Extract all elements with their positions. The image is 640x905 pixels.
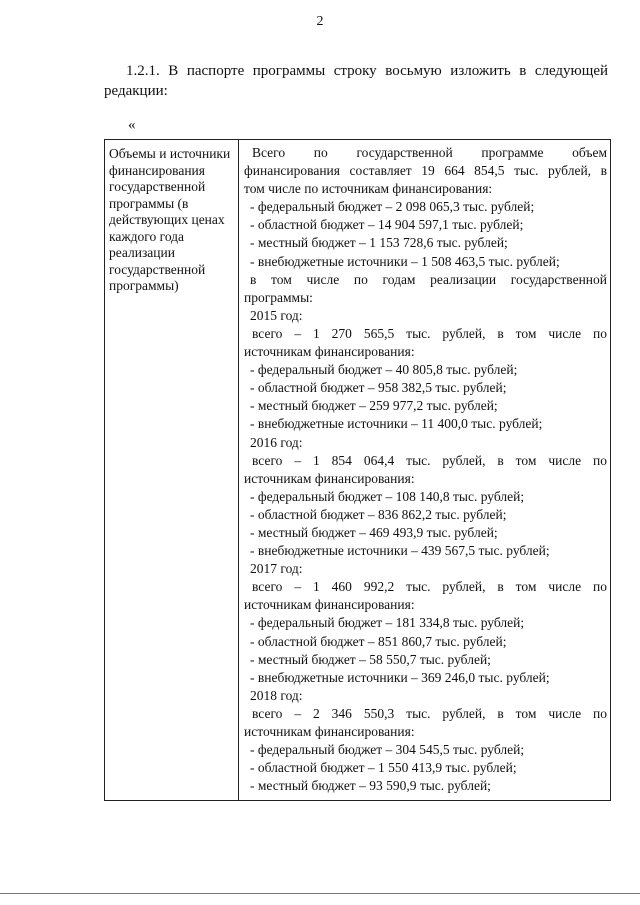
table-row — [105, 140, 611, 801]
funding-line: источникам финансирования: — [244, 724, 415, 739]
intro-paragraph — [104, 61, 608, 101]
funding-line: том числе по источникам финансирования: — [244, 181, 493, 197]
funding-line: источникам финансирования: — [244, 470, 415, 486]
funding-line: - федеральный бюджет – 108 140,8 тыс. рублей; — [250, 488, 525, 504]
funding-line: - местный бюджет – 1 153 728,6 тыс. рублей; — [250, 235, 508, 251]
page-number: 2 — [316, 14, 324, 29]
funding-line: - внебюджетные источники – 1 508 463,5 тыс. рублей; — [250, 253, 560, 269]
funding-line: программы: — [244, 289, 313, 305]
funding-line: всего – 2 346 550,3 тыс. рублей, в том числе по — [252, 705, 607, 721]
funding-line: - федеральный бюджет – 181 334,8 тыс. рублей; — [250, 615, 525, 631]
funding-line: - областной бюджет – 836 862,2 тыс. рублей; — [250, 506, 507, 522]
intro-line-2: редакции: — [104, 83, 168, 99]
funding-line: финансирования составляет 19 664 854,5 тыс. рублей, в — [244, 163, 607, 179]
funding-line: источникам финансирования: — [244, 597, 415, 613]
intro-line-1: 1.2.1. В паспорте программы строку восьмую изложить в следующей — [126, 63, 608, 79]
funding-line: - местный бюджет – 58 550,7 тыс. рублей; — [250, 651, 491, 667]
funding-line: - федеральный бюджет – 2 098 065,3 тыс. рублей; — [250, 199, 535, 215]
funding-label-cell: Объемы и источники финансирования государственной программы (в действующих ценах каждого года реализации государственной программы) — [105, 140, 239, 801]
footer-rule — [0, 893, 640, 894]
funding-line: - местный бюджет – 93 590,9 тыс. рублей; — [250, 778, 491, 794]
funding-line: 2018 год: — [250, 687, 303, 703]
funding-line: - внебюджетные источники – 11 400,0 тыс. рублей; — [250, 416, 543, 432]
funding-line: 2016 год: — [250, 434, 303, 450]
funding-line: всего – 1 460 992,2 тыс. рублей, в том числе по — [252, 579, 607, 595]
funding-line: - федеральный бюджет – 304 545,5 тыс. рублей; — [250, 742, 525, 758]
program-passport-table — [104, 139, 611, 801]
funding-line: - местный бюджет – 469 493,9 тыс. рублей; — [250, 524, 498, 540]
funding-line: - областной бюджет – 851 860,7 тыс. рублей; — [250, 633, 507, 649]
funding-line: - областной бюджет – 1 550 413,9 тыс. рублей; — [250, 760, 517, 776]
funding-line: - областной бюджет – 958 382,5 тыс. рублей; — [250, 380, 507, 396]
funding-line: всего – 1 854 064,4 тыс. рублей, в том числе по — [252, 452, 607, 468]
funding-line: в том числе по годам реализации государственной — [250, 271, 607, 287]
opening-quote-mark: « — [128, 117, 136, 133]
funding-line: - областной бюджет – 14 904 597,1 тыс. рублей; — [250, 217, 524, 233]
funding-line: 2015 год: — [250, 307, 303, 323]
funding-line: - внебюджетные источники – 439 567,5 тыс. рублей; — [250, 543, 550, 559]
funding-line: всего – 1 270 565,5 тыс. рублей, в том числе по — [252, 325, 607, 341]
funding-line: - местный бюджет – 259 977,2 тыс. рублей; — [250, 398, 498, 414]
funding-line: 2017 год: — [250, 561, 303, 577]
funding-line: - внебюджетные источники – 369 246,0 тыс. рублей; — [250, 669, 550, 685]
funding-line: - федеральный бюджет – 40 805,8 тыс. рублей; — [250, 362, 518, 378]
funding-line: Всего по государственной программе объем — [252, 145, 607, 160]
funding-details-cell — [239, 140, 611, 801]
funding-line: источникам финансирования: — [244, 344, 415, 360]
